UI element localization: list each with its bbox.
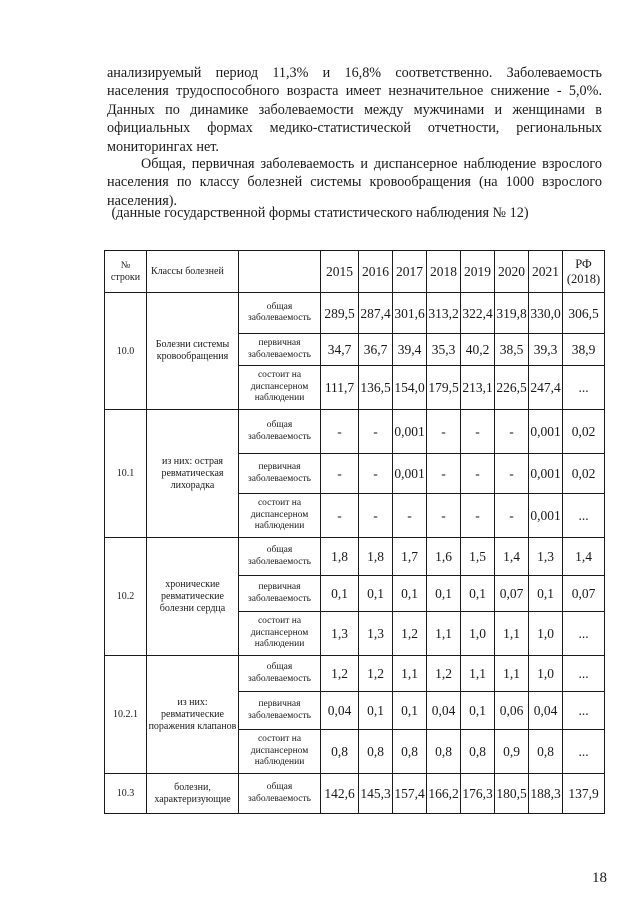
- year-value-cell: 34,7: [321, 334, 359, 366]
- year-value-cell: 145,3: [359, 774, 393, 814]
- year-value-cell: 1,2: [427, 656, 461, 692]
- year-value-cell: 166,2: [427, 774, 461, 814]
- year-value-cell: 0,06: [495, 692, 529, 730]
- year-value-cell: 0,9: [495, 730, 529, 774]
- rf-value-cell: ...: [563, 656, 605, 692]
- year-value-cell: 1,3: [529, 538, 563, 576]
- year-value-cell: 0,001: [529, 410, 563, 454]
- table-row: [105, 293, 605, 334]
- rf-value-cell: 0,02: [563, 454, 605, 494]
- year-value-cell: 111,7: [321, 366, 359, 410]
- header-year: 2016: [359, 251, 393, 293]
- year-value-cell: 313,2: [427, 293, 461, 334]
- table-row: [105, 410, 605, 454]
- year-value-cell: 1,2: [321, 656, 359, 692]
- rf-value-cell: 38,9: [563, 334, 605, 366]
- indicator-cell: состоит на диспансерном наблюдении: [239, 730, 321, 774]
- header-row: [105, 251, 605, 293]
- rf-value-cell: 306,5: [563, 293, 605, 334]
- year-value-cell: 154,0: [393, 366, 427, 410]
- indicator-cell: состоит на диспансерном наблюдении: [239, 366, 321, 410]
- year-value-cell: 1,1: [427, 612, 461, 656]
- year-value-cell: 0,001: [393, 410, 427, 454]
- year-value-cell: 0,1: [529, 576, 563, 612]
- year-value-cell: -: [359, 494, 393, 538]
- header-year: 2020: [495, 251, 529, 293]
- year-value-cell: 1,1: [461, 656, 495, 692]
- year-value-cell: 1,0: [461, 612, 495, 656]
- indicator-cell: первичная заболеваемость: [239, 454, 321, 494]
- paragraph-incidence-summary: анализируемый период 11,3% и 16,8% соответственно. Заболеваемость населения трудоспособного возраста имеет незначительное снижение - 5,0%. Данных по динамике заболеваемости между мужчинами и женщинами в официальных формах медико-статистической отчетности, региональных мониторингах нет.: [107, 65, 602, 155]
- table-row: [105, 538, 605, 576]
- year-value-cell: -: [427, 494, 461, 538]
- page-number: 18: [592, 870, 607, 886]
- year-value-cell: 1,2: [393, 612, 427, 656]
- year-value-cell: 0,1: [393, 576, 427, 612]
- rf-value-cell: 0,07: [563, 576, 605, 612]
- year-value-cell: 0,8: [321, 730, 359, 774]
- year-value-cell: 0,8: [529, 730, 563, 774]
- row-number-cell: 10.3: [105, 774, 147, 814]
- year-value-cell: 142,6: [321, 774, 359, 814]
- year-value-cell: 1,8: [359, 538, 393, 576]
- year-value-cell: 36,7: [359, 334, 393, 366]
- header-year: 2018: [427, 251, 461, 293]
- header-year: 2019: [461, 251, 495, 293]
- year-value-cell: 226,5: [495, 366, 529, 410]
- year-value-cell: 1,1: [495, 656, 529, 692]
- year-value-cell: -: [461, 454, 495, 494]
- indicator-cell: общая заболеваемость: [239, 410, 321, 454]
- year-value-cell: 0,1: [321, 576, 359, 612]
- year-value-cell: -: [427, 410, 461, 454]
- year-value-cell: -: [495, 454, 529, 494]
- year-value-cell: 287,4: [359, 293, 393, 334]
- year-value-cell: -: [495, 494, 529, 538]
- indicator-cell: первичная заболеваемость: [239, 334, 321, 366]
- year-value-cell: 1,3: [321, 612, 359, 656]
- year-value-cell: 1,2: [359, 656, 393, 692]
- year-value-cell: -: [321, 454, 359, 494]
- rf-value-cell: 137,9: [563, 774, 605, 814]
- header-disease-classes: Классы болезней: [147, 251, 239, 293]
- table-caption: (данные государственной формы статистического наблюдения № 12): [111, 205, 529, 221]
- year-value-cell: 213,1: [461, 366, 495, 410]
- header-rf-2018: РФ (2018): [563, 251, 605, 293]
- year-value-cell: 0,8: [393, 730, 427, 774]
- indicator-cell: состоит на диспансерном наблюдении: [239, 494, 321, 538]
- year-value-cell: 1,0: [529, 656, 563, 692]
- year-value-cell: 1,0: [529, 612, 563, 656]
- year-value-cell: -: [393, 494, 427, 538]
- year-value-cell: 330,0: [529, 293, 563, 334]
- year-value-cell: 1,7: [393, 538, 427, 576]
- year-value-cell: 40,2: [461, 334, 495, 366]
- year-value-cell: -: [461, 410, 495, 454]
- year-value-cell: 39,4: [393, 334, 427, 366]
- rf-value-cell: ...: [563, 494, 605, 538]
- rf-value-cell: ...: [563, 612, 605, 656]
- rf-value-cell: ...: [563, 730, 605, 774]
- year-value-cell: 157,4: [393, 774, 427, 814]
- year-value-cell: 301,6: [393, 293, 427, 334]
- year-value-cell: 39,3: [529, 334, 563, 366]
- year-value-cell: 1,6: [427, 538, 461, 576]
- header-row-number: № строки: [105, 251, 147, 293]
- row-number-cell: 10.0: [105, 293, 147, 410]
- year-value-cell: 1,5: [461, 538, 495, 576]
- year-value-cell: 319,8: [495, 293, 529, 334]
- year-value-cell: 289,5: [321, 293, 359, 334]
- year-value-cell: 0,04: [321, 692, 359, 730]
- row-number-cell: 10.1: [105, 410, 147, 538]
- year-value-cell: 176,3: [461, 774, 495, 814]
- header-year: 2021: [529, 251, 563, 293]
- year-value-cell: 1,8: [321, 538, 359, 576]
- year-value-cell: 0,1: [359, 692, 393, 730]
- rf-value-cell: 1,4: [563, 538, 605, 576]
- table-body: [105, 293, 605, 814]
- year-value-cell: 38,5: [495, 334, 529, 366]
- indicator-cell: общая заболеваемость: [239, 538, 321, 576]
- row-number-cell: 10.2: [105, 538, 147, 656]
- indicator-cell: первичная заболеваемость: [239, 576, 321, 612]
- year-value-cell: 1,4: [495, 538, 529, 576]
- year-value-cell: 0,1: [393, 692, 427, 730]
- year-value-cell: 0,04: [427, 692, 461, 730]
- disease-class-cell: болезни, характеризующие: [147, 774, 239, 814]
- year-value-cell: 0,8: [359, 730, 393, 774]
- circulatory-disease-table: [104, 250, 605, 814]
- indicator-cell: общая заболеваемость: [239, 774, 321, 814]
- year-value-cell: 1,3: [359, 612, 393, 656]
- indicator-cell: общая заболеваемость: [239, 656, 321, 692]
- year-value-cell: 180,5: [495, 774, 529, 814]
- year-value-cell: 1,1: [393, 656, 427, 692]
- table-row: [105, 774, 605, 814]
- year-value-cell: 0,001: [529, 454, 563, 494]
- rf-value-cell: 0,02: [563, 410, 605, 454]
- rf-value-cell: ...: [563, 692, 605, 730]
- year-value-cell: 0,04: [529, 692, 563, 730]
- year-value-cell: 247,4: [529, 366, 563, 410]
- year-value-cell: 0,1: [427, 576, 461, 612]
- row-number-cell: 10.2.1: [105, 656, 147, 774]
- disease-class-cell: из них: ревматические поражения клапанов: [147, 656, 239, 774]
- year-value-cell: 0,001: [393, 454, 427, 494]
- year-value-cell: 35,3: [427, 334, 461, 366]
- year-value-cell: -: [359, 410, 393, 454]
- indicator-cell: состоит на диспансерном наблюдении: [239, 612, 321, 656]
- year-value-cell: 322,4: [461, 293, 495, 334]
- header-year: 2015: [321, 251, 359, 293]
- indicator-cell: первичная заболеваемость: [239, 692, 321, 730]
- year-value-cell: 188,3: [529, 774, 563, 814]
- year-value-cell: 1,1: [495, 612, 529, 656]
- year-value-cell: 0,1: [461, 692, 495, 730]
- year-value-cell: 0,8: [427, 730, 461, 774]
- indicator-cell: общая заболеваемость: [239, 293, 321, 334]
- year-value-cell: -: [359, 454, 393, 494]
- header-indicator: [239, 251, 321, 293]
- disease-class-cell: из них: острая ревматическая лихорадка: [147, 410, 239, 538]
- year-value-cell: 0,1: [461, 576, 495, 612]
- year-value-cell: 179,5: [427, 366, 461, 410]
- year-value-cell: -: [321, 494, 359, 538]
- year-value-cell: 136,5: [359, 366, 393, 410]
- disease-class-cell: хронические ревматические болезни сердца: [147, 538, 239, 656]
- table-row: [105, 656, 605, 692]
- header-year: 2017: [393, 251, 427, 293]
- rf-value-cell: ...: [563, 366, 605, 410]
- year-value-cell: 0,1: [359, 576, 393, 612]
- year-value-cell: -: [427, 454, 461, 494]
- year-value-cell: -: [495, 410, 529, 454]
- disease-class-cell: Болезни системы кровообращения: [147, 293, 239, 410]
- paragraph-table-title: Общая, первичная заболеваемость и диспансерное наблюдение взрослого населения по классу болезней системы кровообращения (на 1000 взрослого населения).: [107, 156, 602, 209]
- year-value-cell: 0,07: [495, 576, 529, 612]
- year-value-cell: -: [461, 494, 495, 538]
- year-value-cell: 0,001: [529, 494, 563, 538]
- year-value-cell: 0,8: [461, 730, 495, 774]
- year-value-cell: -: [321, 410, 359, 454]
